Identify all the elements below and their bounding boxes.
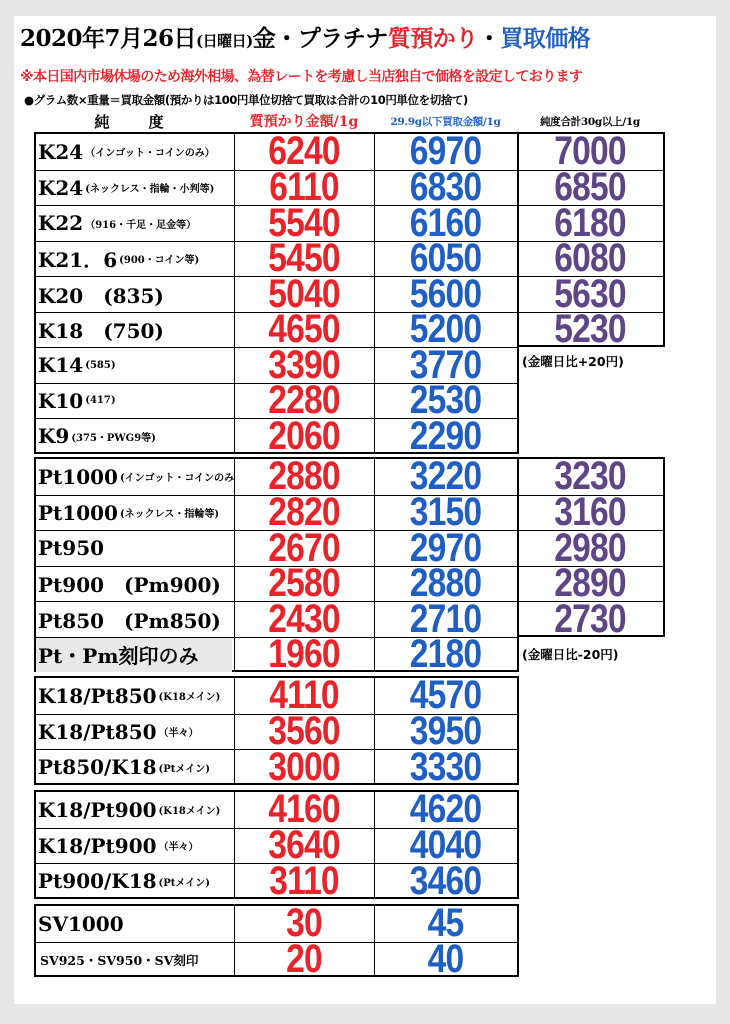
purity-label: [38, 206, 196, 241]
bulk-buy-price: 6080: [554, 236, 626, 281]
buy-price: 2180: [409, 632, 482, 677]
purity-name: Pt950: [38, 536, 105, 561]
table-row: [36, 744, 517, 789]
table-row: [36, 307, 517, 352]
formula-note: ●グラム数×重量＝買取金額(預かりは100円単位切捨て買取は合計の10円単位を切捨て): [24, 93, 468, 107]
pawn-price: 2060: [268, 413, 340, 458]
buy-price: 2530: [409, 378, 482, 423]
pawn-price: 2280: [268, 378, 340, 423]
buy-price: 2880: [409, 561, 482, 606]
table-row: [36, 709, 517, 754]
buy-price: 6160: [409, 200, 482, 245]
purity-label: [38, 277, 166, 312]
pawn-price: 6240: [268, 129, 340, 174]
buy-price: 3950: [409, 709, 482, 754]
pawn-price: 2820: [268, 490, 340, 535]
purity-name: K18/Pt850: [38, 683, 157, 708]
purity-note: (インゴット・コインのみ: [119, 473, 235, 485]
buy-price: 45: [427, 901, 464, 946]
purity-name: K18/Pt850: [38, 719, 157, 744]
pawn-price: 2880: [268, 454, 340, 499]
buy-price: 3460: [409, 858, 482, 903]
purity-name: K22: [38, 211, 84, 236]
table-row: [36, 673, 517, 718]
bulk-buy-price: 2890: [554, 561, 626, 606]
table-row: [517, 561, 663, 606]
pawn-price: 6110: [269, 165, 339, 210]
purity-note: (900・コイン等): [119, 255, 200, 267]
purity-label: [38, 829, 199, 864]
table-row: [36, 490, 517, 535]
bulk-buy-price: 6180: [554, 200, 626, 245]
purity-name: K20 (835): [38, 283, 164, 308]
pawn-price: 2670: [268, 525, 340, 570]
purity-note: （半々）: [158, 842, 199, 854]
pawn-price: 20: [286, 937, 322, 982]
pawn-price: 2580: [268, 561, 340, 606]
pawn-price: 1960: [268, 632, 340, 677]
table-row: [36, 271, 517, 316]
purity-name: K18 (750): [38, 319, 164, 344]
buy-price: 6050: [409, 236, 482, 281]
purity-note: SV925・SV950・SV刻印: [40, 952, 199, 968]
gold-table: [34, 129, 519, 458]
purity-label: [38, 678, 220, 714]
buy-price: 3770: [409, 342, 482, 387]
purity-label: [38, 348, 116, 383]
purity-name: SV1000: [38, 911, 124, 936]
title-date: 2020年7月26日: [20, 25, 197, 52]
purity-label: [38, 567, 223, 602]
combo850-table: [34, 673, 519, 789]
table-row: [36, 858, 517, 903]
bulk-buy-price: 7000: [554, 129, 626, 174]
pawn-price: 4110: [269, 673, 339, 718]
purity-label: [38, 384, 116, 419]
market-notice: ※本日国内市場休場のため海外相場、為替レートを考慮し当店独自で価格を設定しております: [20, 69, 583, 85]
table-row: [36, 525, 517, 570]
pawn-price: 3640: [268, 823, 340, 868]
purity-label: [38, 602, 223, 637]
pawn-price: 3390: [268, 342, 340, 387]
purity-name: K18/Pt900: [38, 833, 157, 858]
buy-price: 4570: [409, 673, 482, 718]
header-buy-under: 29.9g以下買取金額/1g: [390, 116, 501, 128]
platinum-bulk-table: [517, 454, 665, 641]
platinum-table: [34, 454, 519, 677]
table-row: [36, 200, 517, 245]
header-purity: 純 度: [94, 113, 176, 131]
bulk-buy-price: 5230: [554, 307, 626, 352]
purity-label: [38, 419, 156, 454]
table-row: [36, 165, 517, 210]
buy-price: 3220: [409, 454, 482, 499]
purity-note: (Ptメイン): [158, 763, 210, 775]
buy-price: 6970: [409, 129, 482, 174]
purity-note: (Ptメイン): [158, 877, 210, 889]
gold-change-note: (金曜日比+20円): [522, 354, 624, 369]
table-row: [36, 596, 517, 641]
purity-label: [38, 313, 166, 348]
buy-price: 4620: [409, 787, 482, 832]
purity-note: （916・千足・足金等）: [85, 219, 197, 231]
table-row: [517, 525, 663, 570]
title-weekday: (日曜日): [196, 32, 253, 50]
table-row: [517, 236, 663, 281]
table-row: [36, 236, 517, 281]
purity-note: (417): [85, 395, 116, 407]
purity-name: Pt・Pm刻印のみ: [38, 644, 199, 669]
purity-label: [36, 638, 232, 673]
bulk-buy-price: 2980: [554, 525, 626, 570]
purity-label: [38, 715, 199, 750]
table-row: [517, 490, 663, 535]
table-row: [36, 561, 517, 606]
platinum-change-note: (金曜日比-20円): [522, 647, 619, 662]
title-metal: 金・プラチナ: [252, 25, 388, 52]
gold-bulk-table: [517, 129, 665, 352]
purity-note: (375・PWG9等): [71, 432, 156, 444]
table-row: [36, 378, 517, 423]
table-row: [36, 787, 517, 832]
purity-name: K10: [38, 388, 84, 413]
purity-note: (585): [85, 359, 116, 371]
pawn-price: 3560: [268, 709, 340, 754]
pawn-price: 3110: [269, 858, 339, 903]
pawn-price: 3000: [268, 744, 340, 789]
buy-price: 5200: [409, 307, 482, 352]
pawn-price: 2430: [268, 596, 340, 641]
purity-note: (K18メイン): [158, 806, 221, 818]
purity-name: Pt850 (Pm850): [38, 608, 221, 633]
purity-name: K24: [38, 139, 84, 164]
purity-label: [38, 864, 210, 899]
silver-table: [34, 901, 519, 982]
header-pawn: 質預かり金額/1g: [249, 114, 359, 130]
table-row: [36, 901, 517, 946]
table-row: [36, 413, 517, 458]
purity-note: (ネックレス・指輪等): [119, 509, 220, 521]
purity-name: Pt1000: [38, 500, 118, 525]
table-row: [36, 129, 517, 174]
purity-name: Pt850/K18: [38, 755, 157, 780]
table-row: [517, 129, 663, 174]
table-row: [36, 823, 517, 868]
purity-label: [38, 242, 199, 277]
buy-price: 2710: [409, 596, 482, 641]
pawn-price: 30: [286, 901, 322, 946]
page-title: [20, 20, 590, 53]
purity-name: K14: [38, 353, 84, 378]
table-row: [36, 342, 517, 387]
buy-price: 5600: [409, 271, 482, 316]
buy-price: 4040: [409, 823, 482, 868]
table-row: [36, 632, 517, 677]
buy-price: 3330: [409, 744, 482, 789]
purity-label: [38, 171, 214, 206]
buy-price: 2970: [409, 525, 482, 570]
purity-note: （インゴット・コインのみ）: [85, 148, 215, 160]
purity-label: [38, 496, 219, 531]
buy-price: 6830: [409, 165, 482, 210]
bulk-buy-price: 3230: [554, 454, 626, 499]
purity-name: K21．6: [38, 248, 118, 273]
table-row: [517, 307, 663, 352]
bulk-buy-price: 5630: [554, 271, 626, 316]
purity-label: [38, 531, 106, 566]
pawn-price: 5450: [268, 236, 340, 281]
table-row: [517, 454, 663, 499]
purity-label: [38, 906, 126, 942]
bulk-buy-price: 3160: [554, 490, 626, 535]
header-buy-over: 純度合計30g以上/1g: [540, 116, 640, 128]
table-row: [517, 271, 663, 316]
title-pawn: 質預かり: [387, 25, 478, 52]
purity-label: [38, 134, 215, 170]
pawn-price: 5540: [268, 200, 340, 245]
table-row: [517, 165, 663, 210]
bulk-buy-price: 6850: [554, 165, 626, 210]
title-buy: 買取価格: [500, 25, 591, 52]
purity-note: （半々）: [158, 728, 199, 740]
table-row: [517, 200, 663, 245]
table-row: [36, 454, 517, 499]
purity-name: K18/Pt900: [38, 797, 157, 822]
purity-name: Pt900 (Pm900): [38, 573, 221, 598]
purity-label: [38, 792, 220, 828]
purity-name: K24: [38, 175, 84, 200]
combo900-table: [34, 787, 519, 903]
buy-price: 2290: [409, 413, 482, 458]
table-row: [36, 937, 517, 982]
pawn-price: 4650: [268, 307, 340, 352]
purity-label: [38, 459, 234, 495]
purity-label: [38, 943, 198, 978]
buy-price: 40: [427, 937, 464, 982]
purity-note: (K18メイン): [158, 692, 221, 704]
purity-note: (ネックレス・指輪・小判等): [85, 184, 215, 196]
buy-price: 3150: [409, 490, 482, 535]
title-dot: ・: [477, 25, 501, 52]
pawn-price: 5040: [268, 271, 340, 316]
purity-name: Pt900/K18: [38, 869, 157, 894]
purity-label: [38, 750, 210, 785]
table-row: [517, 596, 663, 641]
purity-name: Pt1000: [38, 464, 118, 489]
bulk-buy-price: 2730: [554, 596, 626, 641]
pawn-price: 4160: [268, 787, 340, 832]
purity-name: K9: [38, 424, 70, 449]
